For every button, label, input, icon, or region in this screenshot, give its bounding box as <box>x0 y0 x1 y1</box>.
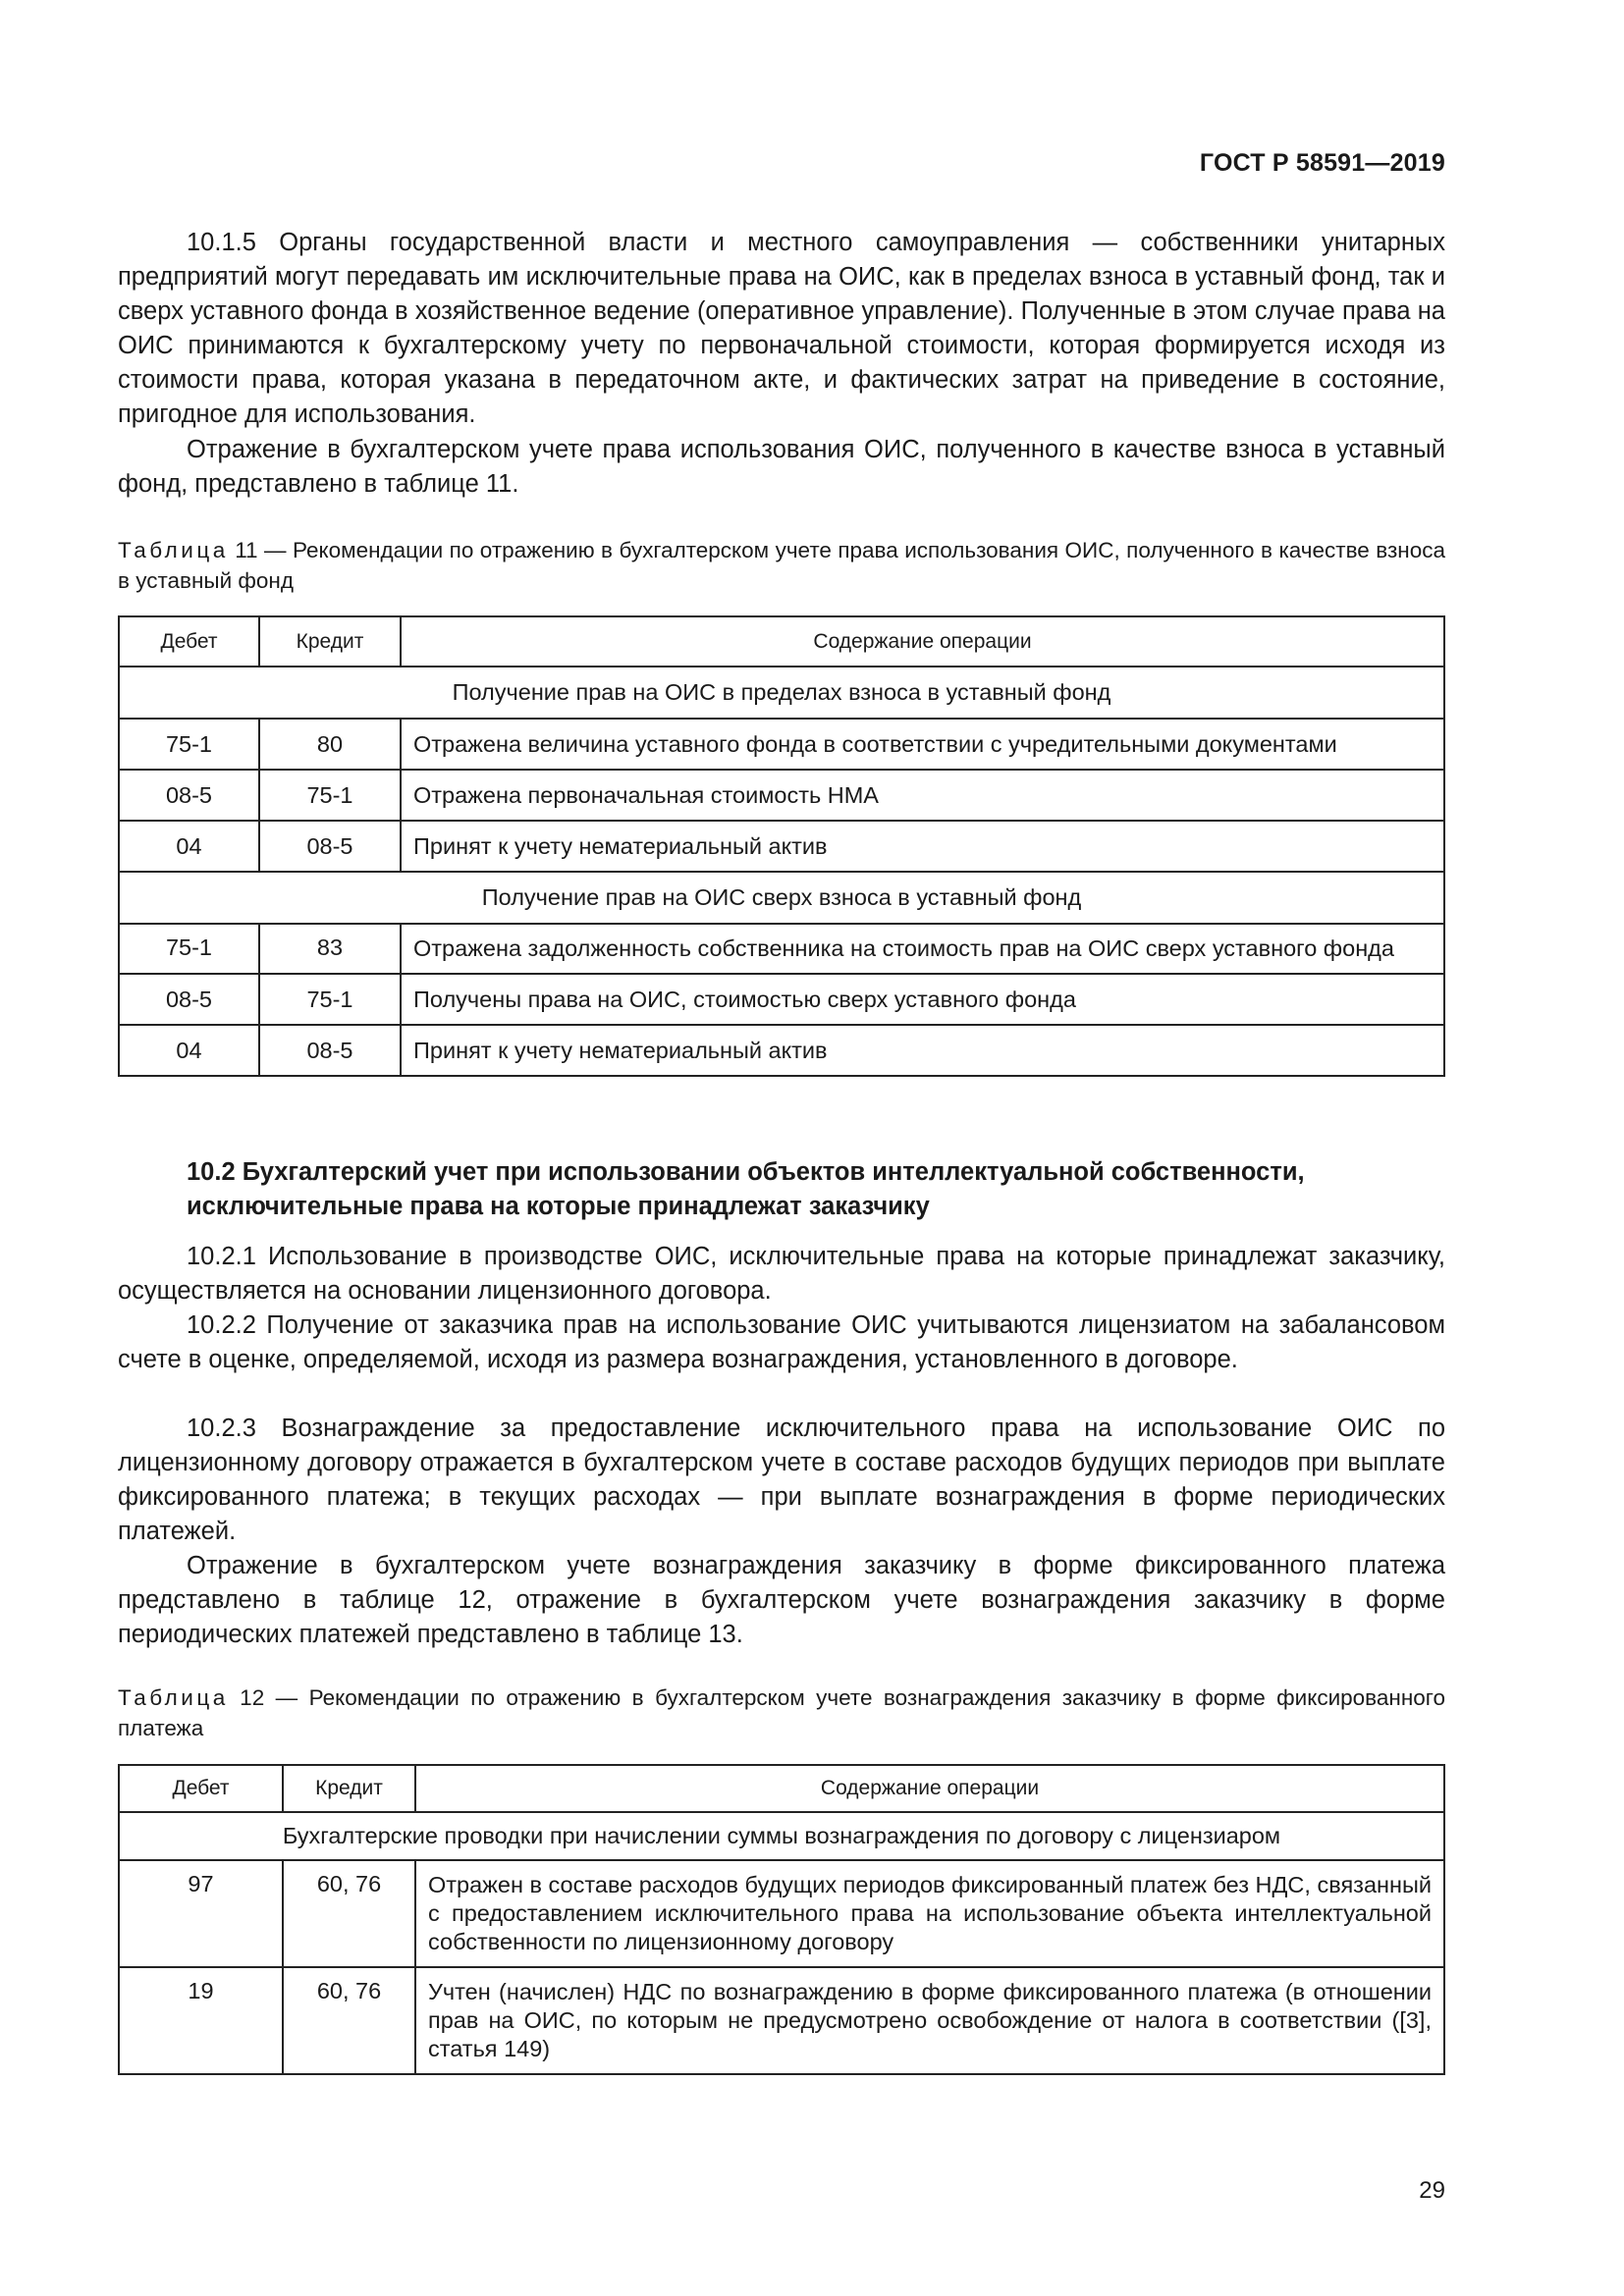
column-header-operation: Содержание операции <box>401 616 1444 667</box>
column-header-credit: Кредит <box>283 1765 415 1812</box>
table12-caption <box>118 1682 1445 1743</box>
group-heading: Бухгалтерские проводки при начислении суммы вознаграждения по договору с лицензиаром <box>119 1812 1444 1860</box>
paragraph-10-2-1: 10.2.1 Использование в производстве ОИС, исключительные права на которые принадлежат заказчику, осуществляется на основании лицензионного договора. <box>118 1243 1445 1305</box>
cell-operation: Отражена величина уставного фонда в соответствии с учредительными документами <box>401 719 1444 770</box>
cell-credit: 80 <box>259 719 401 770</box>
table12-caption-label: Таблица <box>118 1685 229 1710</box>
paragraph-10-1-5: 10.1.5 Органы государственной власти и местного самоуправления — собственники унитарных предприятий могут передавать им исключительные права на ОИС, как в пределах взноса в уставный фонд, так и сверх уставного фонда в хозяйственное ведение (оперативное управление). Полученные в этом случае права на ОИС принимаются к бухгалтерскому учету по первоначальной стоимости, которая формируется исходя из стоимости права, которая указана в передаточном акте, и фактических затрат на приведение в состояние, пригодное для использования. <box>118 229 1445 428</box>
cell-operation: Отражена первоначальная стоимость НМА <box>401 770 1444 821</box>
cell-operation: Отражена задолженность собственника на стоимость прав на ОИС сверх уставного фонда <box>401 924 1444 974</box>
cell-debit: 04 <box>119 1025 259 1076</box>
table11-group-row <box>119 872 1444 924</box>
cell-credit: 75-1 <box>259 770 401 821</box>
column-header-credit: Кредит <box>259 616 401 667</box>
paragraph-10-2-3: 10.2.3 Вознаграждение за предоставление исключительного права на использование ОИС по лицензионному договору отражается в бухгалтерском учете в составе расходов будущих периодов при выплате фиксированного платежа; в текущих расходах — при выплате вознаграждения в форме периодических платежей. <box>118 1415 1445 1545</box>
table-row <box>119 1860 1444 1967</box>
cell-credit: 08-5 <box>259 821 401 872</box>
cell-credit: 83 <box>259 924 401 974</box>
cell-debit: 75-1 <box>119 719 259 770</box>
page-number: 29 <box>1419 2177 1445 2204</box>
paragraph-table11-ref: Отражение в бухгалтерском учете права использования ОИС, полученного в качестве взноса в уставный фонд, представлено в таблице 11. <box>118 436 1445 498</box>
cell-operation: Принят к учету нематериальный актив <box>401 1025 1444 1076</box>
cell-credit: 60, 76 <box>283 1860 415 1967</box>
table-row <box>119 1025 1444 1076</box>
cell-debit: 75-1 <box>119 924 259 974</box>
cell-operation: Принят к учету нематериальный актив <box>401 821 1444 872</box>
cell-operation: Учтен (начислен) НДС по вознаграждению в форме фиксированного платежа (в отношении прав на ОИС, по которым не предусмотрено освобождение от налога в соответствии ([3], статья 149) <box>415 1967 1444 2074</box>
table-row <box>119 974 1444 1025</box>
section-heading-10-2: 10.2 Бухгалтерский учет при использовании объектов интеллектуальной собственности, исключительные права на которые принадлежат заказчику <box>187 1158 1305 1220</box>
table-row <box>119 1967 1444 2074</box>
table-12 <box>118 1764 1445 2075</box>
column-header-operation: Содержание операции <box>415 1765 1444 1812</box>
column-header-debit: Дебет <box>119 616 259 667</box>
group-heading: Получение прав на ОИС сверх взноса в уставный фонд <box>119 872 1444 924</box>
paragraph-tables-ref: Отражение в бухгалтерском учете вознаграждения заказчику в форме фиксированного платежа представлено в таблице 12, отражение в бухгалтерском учете вознаграждения заказчику в форме периодических платежей представлено в таблице 13. <box>118 1552 1445 1648</box>
paragraph-10-2-2: 10.2.2 Получение от заказчика прав на использование ОИС учитываются лицензиатом на забалансовом счете в оценке, определяемой, исходя из размера вознаграждения, установленного в договоре. <box>118 1311 1445 1373</box>
cell-credit: 75-1 <box>259 974 401 1025</box>
table11-caption-label: Таблица <box>118 538 229 562</box>
document-code: ГОСТ Р 58591—2019 <box>1199 149 1445 177</box>
table11-caption-text: 11 — Рекомендации по отражению в бухгалтерском учете права использования ОИС, полученного в качестве взноса в уставный фонд <box>118 538 1445 593</box>
cell-operation: Получены права на ОИС, стоимостью сверх уставного фонда <box>401 974 1444 1025</box>
table12-caption-text: 12 — Рекомендации по отражению в бухгалтерском учете вознаграждения заказчику в форме фиксированного платежа <box>118 1685 1445 1740</box>
group-heading: Получение прав на ОИС в пределах взноса в уставный фонд <box>119 667 1444 719</box>
cell-debit: 08-5 <box>119 974 259 1025</box>
table12-group-row <box>119 1812 1444 1860</box>
cell-operation: Отражен в составе расходов будущих периодов фиксированный платеж без НДС, связанный с предоставлением исключительного права на использование объекта интеллектуальной собственности по лицензионному договору <box>415 1860 1444 1967</box>
column-header-debit: Дебет <box>119 1765 283 1812</box>
cell-debit: 19 <box>119 1967 283 2074</box>
cell-debit: 97 <box>119 1860 283 1967</box>
table-row <box>119 821 1444 872</box>
cell-credit: 08-5 <box>259 1025 401 1076</box>
cell-debit: 04 <box>119 821 259 872</box>
table11-header-row <box>119 616 1444 667</box>
table-11 <box>118 615 1445 1077</box>
table12-header-row <box>119 1765 1444 1812</box>
table11-group-row <box>119 667 1444 719</box>
table-row <box>119 924 1444 974</box>
table11-caption <box>118 535 1445 596</box>
cell-debit: 08-5 <box>119 770 259 821</box>
cell-credit: 60, 76 <box>283 1967 415 2074</box>
table-row <box>119 770 1444 821</box>
table-row <box>119 719 1444 770</box>
